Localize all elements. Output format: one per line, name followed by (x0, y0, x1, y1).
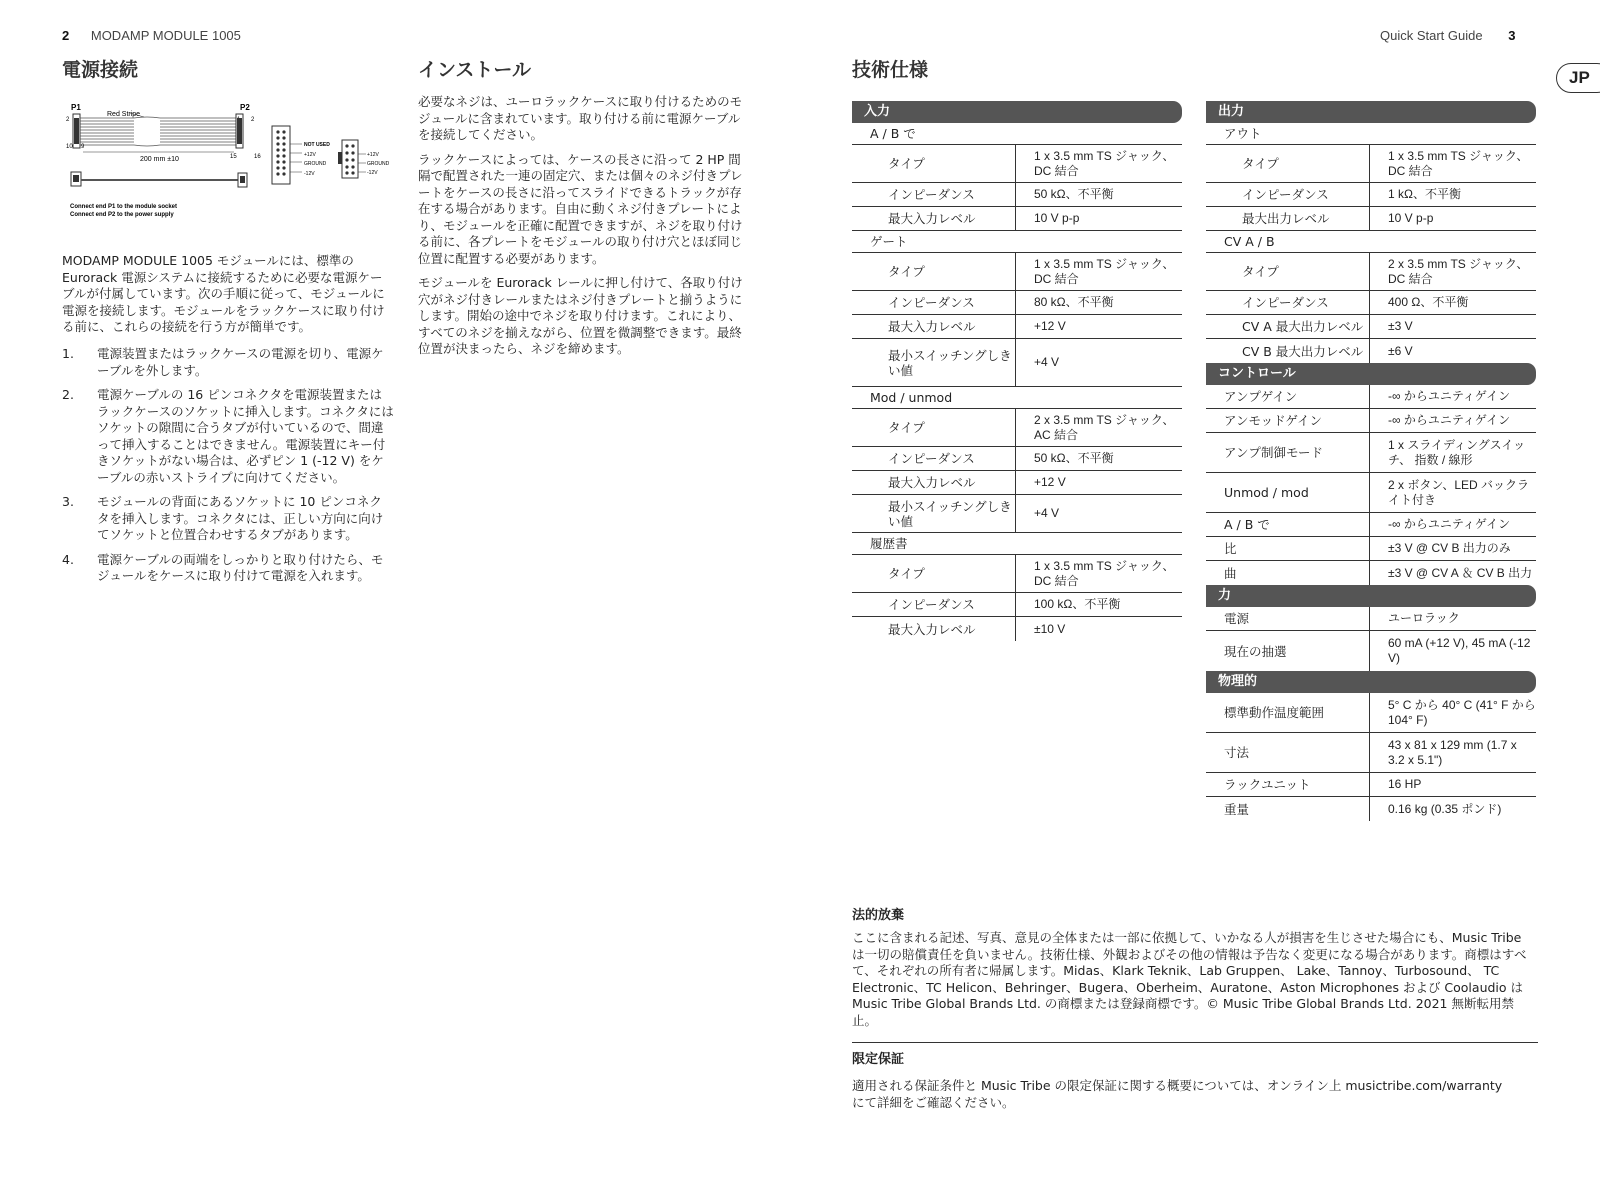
legal-text: ここに含まれる記述、写真、意見の全体または一部に依拠して、いかなる人が損害を生じさせた場合にも、Music Tribe は一切の賠償責任を負いません。技術仕様、外観およびその他の情報は予告なく変更になる場合があります。商標はすべて、それぞれの所有者に帰属します。Midas、Klark Teknik、Lab Gruppen、 Lake、Tannoy、Turbosound、 TC Electronic、TC Helicon、Behringer、Bugera、Oberheim、Auratone、Aston Microphones および Coolaudio は Music Tribe Global Brands Ltd. の商標または登録商標です。© Music Tribe Global Brands Ltd. 2021 無断転用禁止。 (852, 930, 1527, 1028)
table-row: A / B で -∞ からユニティゲイン (1206, 513, 1536, 537)
table-row: Unmod / mod 2 x ボタン、LED バックライト付き (1206, 473, 1536, 513)
diagram-pin10-label: 10 (66, 144, 73, 150)
diagram-note-p2: Connect end P2 to the power supply (70, 212, 174, 218)
list-item: 3. モジュールの背面にあるソケットに 10 ピンコネクタを挿入します。コネクタには、正しい方向に向けてソケットと位置合わせするタブがあります。 (62, 494, 384, 542)
table-row: タイプ 1 x 3.5 mm TS ジャック、DC 結合 (852, 145, 1182, 183)
table-row: CV A 最大出力レベル ±3 V (1206, 315, 1536, 339)
power-connection-title: 電源接続 (62, 59, 139, 81)
table-row: CV B 最大出力レベル ±6 V (1206, 339, 1536, 363)
table-row: 最大入力レベル 10 V p-p (852, 207, 1182, 231)
input-gate-subheader: ゲート (852, 231, 1182, 253)
table-row: アンモッドゲイン -∞ からユニティゲイン (1206, 409, 1536, 433)
table-row: インピーダンス 80 kΩ、不平衡 (852, 291, 1182, 315)
table-row: インピーダンス 50 kΩ、不平衡 (852, 447, 1182, 471)
installation-paragraph: ラックケースによっては、ケースの長さに沿って 2 HP 間隔で配置された一連の固定穴、または個々のネジ付きプレートをケースの長さに沿ってスライドできるトラックが存在する場合があります。自由に動くネジ付きプレートにより、モジュールを正確に配置できますが、ネジを取り付ける前に、各プレートをモジュールの取り付け穴とほぼ同じ位置に配置する必要があります。 (418, 151, 743, 266)
output-section-header: 出力 (1206, 101, 1536, 123)
list-item: 4. 電源ケーブルの両端をしっかりと取り付けたら、モジュールをケースに取り付けて電源を入れます。 (62, 551, 384, 583)
diagram-pin15-label: 15 (230, 154, 237, 160)
left-page-title: MODAMP MODULE 1005 (90, 28, 241, 43)
diagram-not-used-label: NOT USED (304, 142, 330, 148)
diagram-red-stripe-label: Red Stripe (107, 111, 141, 118)
table-row: 電源 ユーロラック (1206, 607, 1536, 631)
table-row: 最大入力レベル ±10 V (852, 617, 1182, 641)
right-page-title: Quick Start Guide (1380, 28, 1483, 43)
diagram-plus12b-label: +12V (367, 152, 379, 158)
table-row: アンプ制御モード 1 x スライディングスイッチ、 指数 / 線形 (1206, 433, 1536, 473)
legal-title: 法的放棄 (852, 908, 905, 923)
table-row: 重量 0.16 kg (0.35 ポンド) (1206, 797, 1536, 821)
input-ab-subheader: A / B で (852, 123, 1182, 145)
table-row: タイプ 1 x 3.5 mm TS ジャック、DC 結合 (852, 555, 1182, 593)
power-intro-text: MODAMP MODULE 1005 モジュールには、標準の Eurorack 電源システムに接続するために必要な電源ケーブルが付属しています。次の手順に従って、モジュールに電源を接続します。モジュールをラックケースに取り付ける前に、これらの接続を行う方が簡単です。 (62, 253, 385, 334)
table-row: 寸法 43 x 81 x 129 mm (1.7 x 3.2 x 5.1") (1206, 733, 1536, 773)
specs-output-table (1206, 101, 1536, 821)
diagram-plus12-label: +12V (304, 152, 316, 158)
left-page-header (62, 28, 241, 44)
table-row: 最大入力レベル +12 V (852, 471, 1182, 495)
diagram-pin2-label: 2 (66, 117, 70, 123)
diagram-p1-label: P1 (71, 103, 81, 112)
table-row: 最大入力レベル +12 V (852, 315, 1182, 339)
list-item: 1. 電源装置またはラックケースの電源を切り、電源ケーブルを外します。 (62, 346, 384, 378)
table-row: インピーダンス 1 kΩ、不平衡 (1206, 183, 1536, 207)
table-row: 標準動作温度範囲 5° C から 40° C (41° F から 104° F) (1206, 693, 1536, 733)
table-row: アンプゲイン -∞ からユニティゲイン (1206, 385, 1536, 409)
table-row: タイプ 2 x 3.5 mm TS ジャック、DC 結合 (1206, 253, 1536, 291)
installation-paragraph: モジュールを Eurorack レールに押し付けて、各取り付け穴がネジ付きレールまたはネジ付きプレートと揃うようにします。開始の途中でネジを取り付けます。これにより、すべてのネジを揃えながら、位置を微調整できます。最終位置が決まったら、ネジを締めます。 (418, 275, 743, 356)
diagram-p2-label: P2 (240, 103, 250, 112)
table-row: ラックユニット 16 HP (1206, 773, 1536, 797)
installation-paragraph: 必要なネジは、ユーロラックケースに取り付けるためのモジュールに含まれています。取り付ける前に電源ケーブルを接続してください。 (418, 94, 743, 142)
section-divider (852, 1042, 1538, 1043)
diagram-note-p1: Connect end P1 to the module socket (70, 204, 178, 210)
table-row: タイプ 1 x 3.5 mm TS ジャック、DC 結合 (852, 253, 1182, 291)
output-out-subheader: アウト (1206, 123, 1536, 145)
diagram-groundb-label: GROUND (367, 161, 390, 167)
right-page-header (1380, 28, 1515, 44)
diagram-minus12-label: -12V (304, 171, 315, 177)
list-item: 2. 電源ケーブルの 16 ピンコネクタを電源装置またはラックケースのソケットに挿入します。コネクタにはソケットの隙間に合うタブが付いているので、間違って挿入することはできません。電源装置にキー付きソケットがない場合は、必ずピン 1 (-12 V) をケーブルの赤いストライプに向けてください。 (62, 387, 394, 485)
power-cable-diagram (62, 100, 402, 224)
input-mod-subheader: Mod / unmod (852, 387, 1182, 409)
table-row: 比 ±3 V @ CV B 出力のみ (1206, 537, 1536, 561)
warranty-title: 限定保証 (852, 1052, 905, 1067)
installation-body (418, 94, 750, 358)
diagram-pin2b-label: 2 (251, 117, 255, 123)
language-badge: JP (1556, 63, 1600, 93)
diagram-pin16-label: 16 (254, 154, 261, 160)
physical-section-header: 物理的 (1206, 671, 1536, 693)
controls-section-header: コントロール (1206, 363, 1536, 385)
table-row: 現在の抽選 60 mA (+12 V), 45 mA (-12 V) (1206, 631, 1536, 671)
table-row: インピーダンス 50 kΩ、不平衡 (852, 183, 1182, 207)
power-section-header: 力 (1206, 585, 1536, 607)
table-row: 最大出力レベル 10 V p-p (1206, 207, 1536, 231)
input-cv-subheader: 履歴書 (852, 533, 1182, 555)
diagram-ground-label: GROUND (304, 161, 327, 167)
diagram-length-label: 200 mm ±10 (140, 156, 179, 163)
output-cvab-subheader: CV A / B (1206, 231, 1536, 253)
table-row: 最小スイッチングしきい値 +4 V (852, 495, 1182, 533)
warranty-text: 適用される保証条件と Music Tribe の限定保証に関する概要については、オンライン上 musictribe.com/warranty にて詳細をご確認ください。 (852, 1078, 1503, 1110)
table-row: インピーダンス 100 kΩ、不平衡 (852, 593, 1182, 617)
table-row: タイプ 1 x 3.5 mm TS ジャック、DC 結合 (1206, 145, 1536, 183)
table-row: 曲 ±3 V @ CV A ＆ CV B 出力 (1206, 561, 1536, 585)
table-row: 最小スイッチングしきい値 +4 V (852, 339, 1182, 387)
diagram-pin9-label: 9 (81, 144, 85, 150)
left-page-number: 2 (62, 28, 70, 43)
specs-input-table (852, 101, 1182, 641)
input-section-header: 入力 (852, 101, 1182, 123)
diagram-minus12b-label: -12V (367, 170, 378, 176)
table-row: インピーダンス 400 Ω、不平衡 (1206, 291, 1536, 315)
power-steps-list (62, 346, 394, 593)
installation-title: インストール (418, 59, 532, 81)
right-page-number: 3 (1508, 28, 1516, 43)
specs-title: 技術仕様 (852, 59, 929, 81)
table-row: タイプ 2 x 3.5 mm TS ジャック、AC 結合 (852, 409, 1182, 447)
